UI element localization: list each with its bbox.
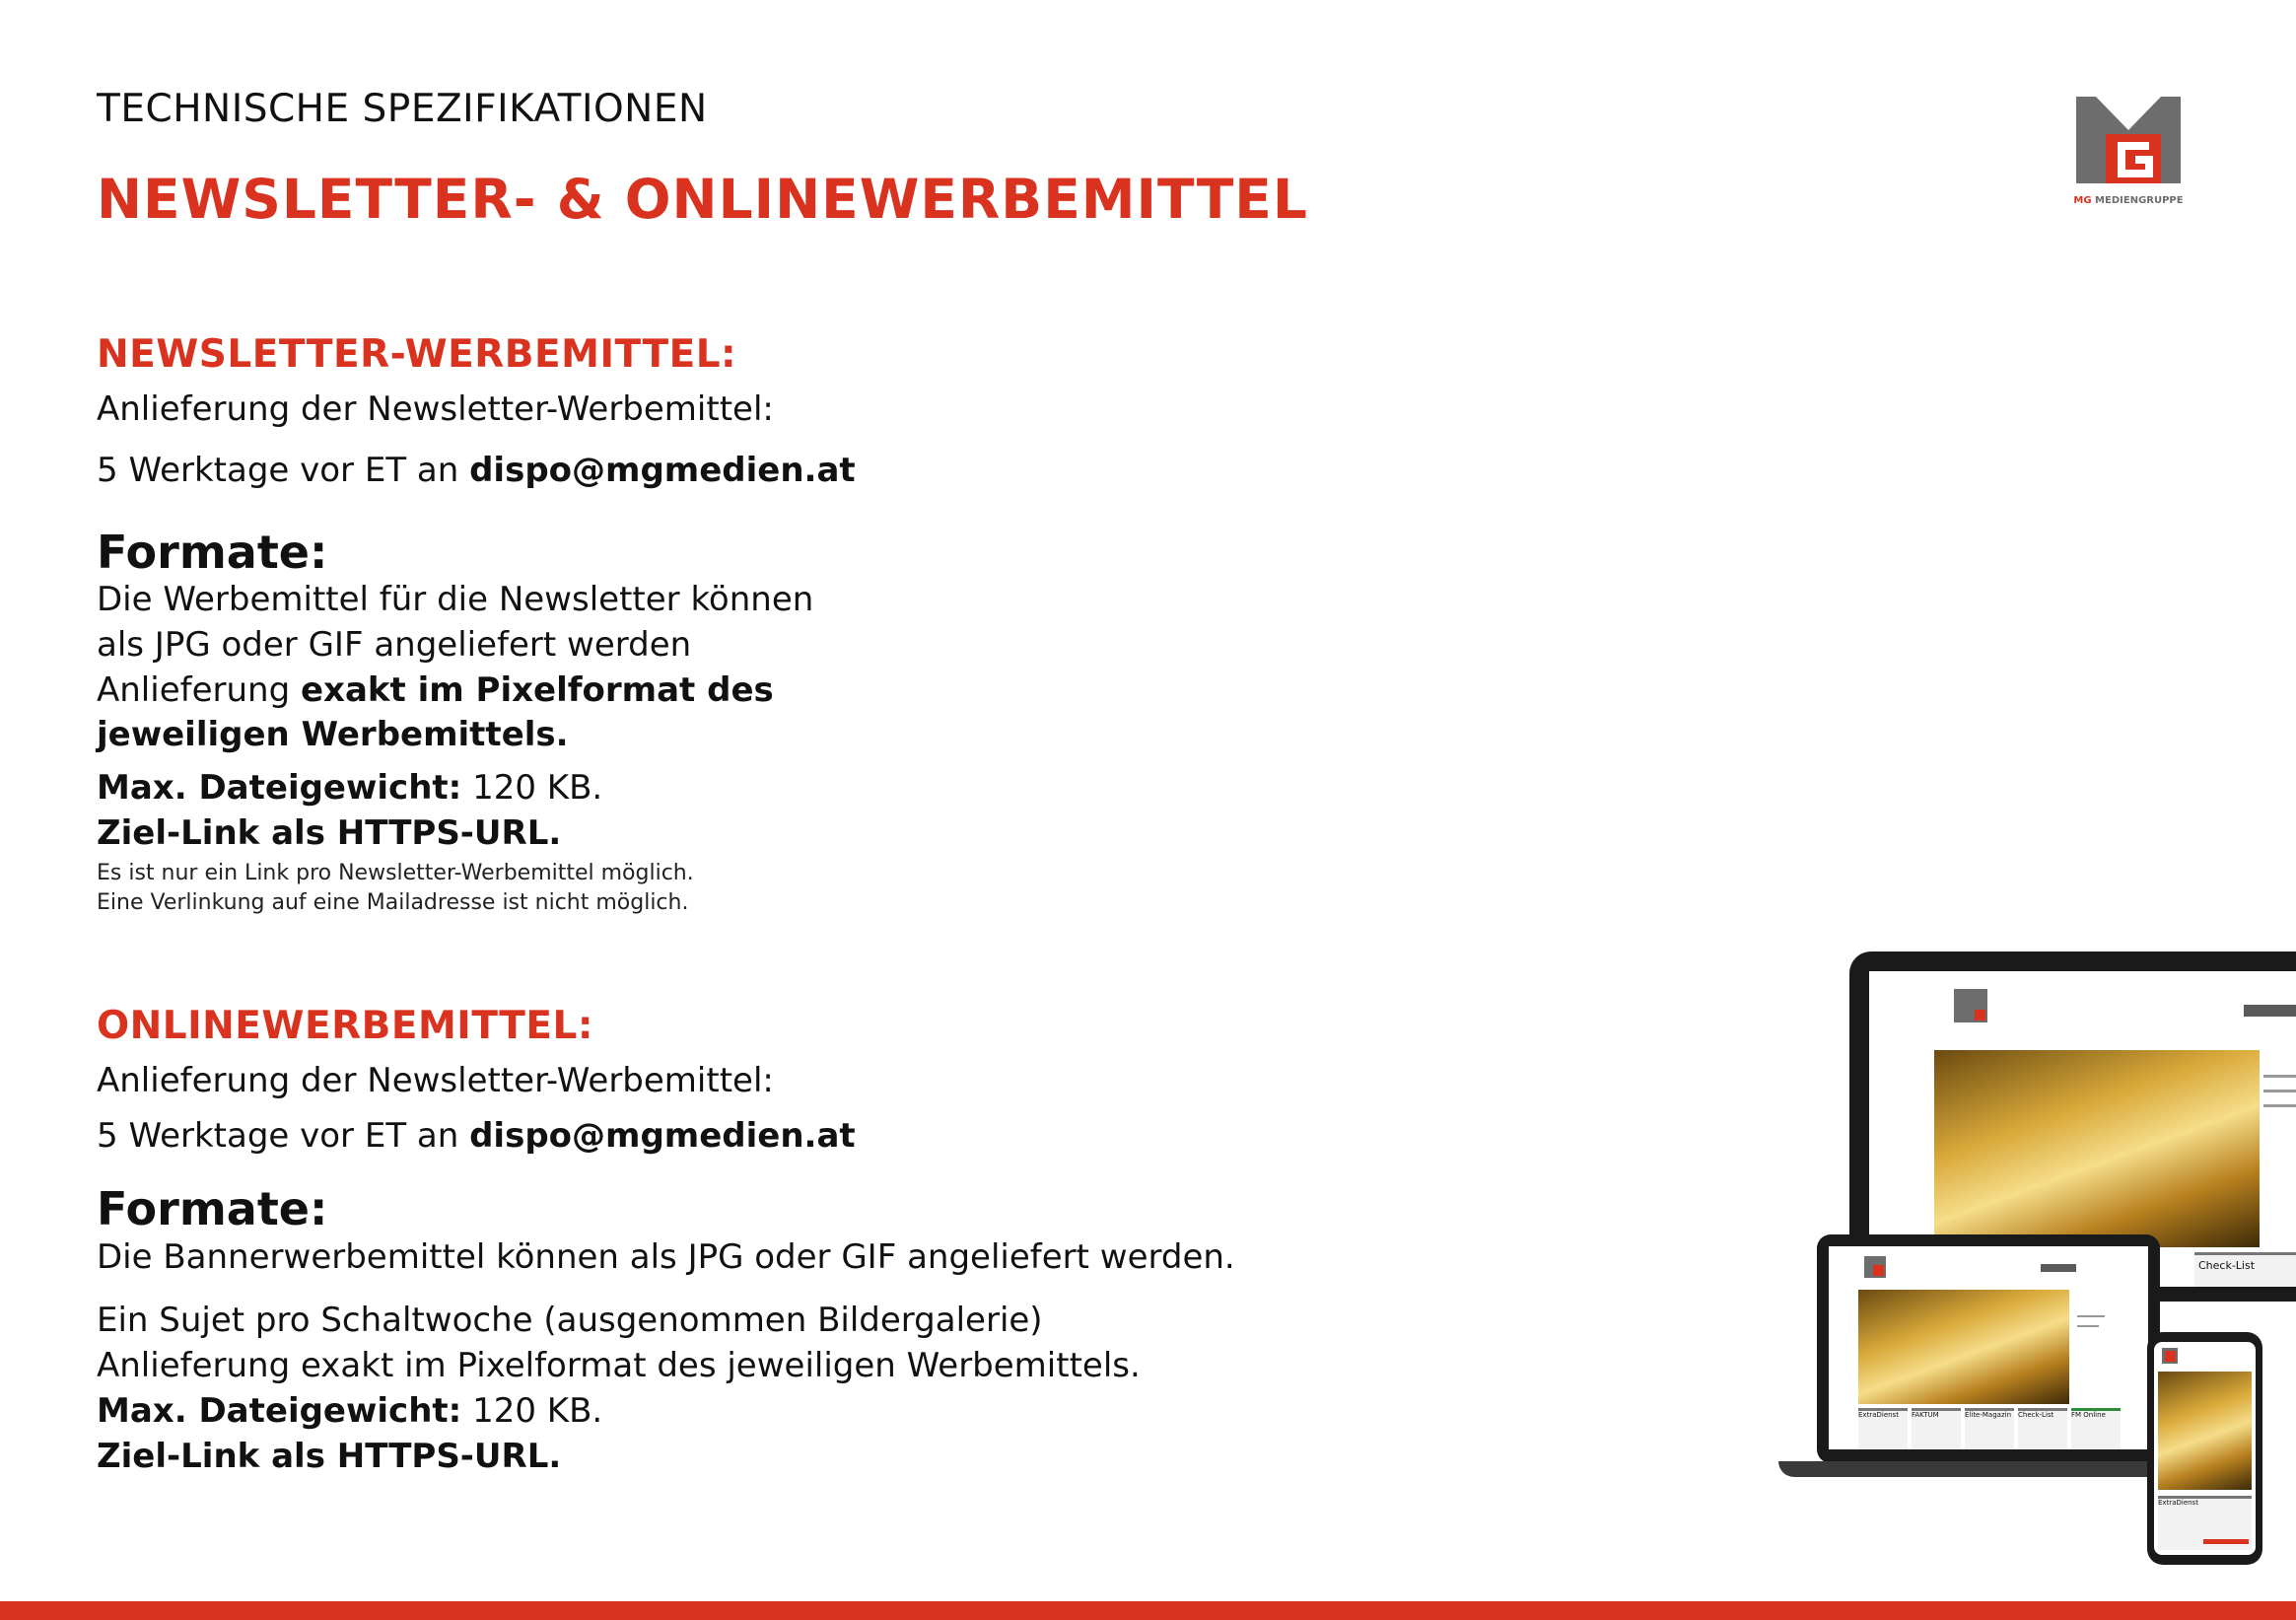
online-formats-heading: Formate: (97, 1182, 328, 1235)
newsletter-formats-heading: Formate: (97, 526, 328, 579)
online-line3: Anlieferung exakt im Pixelformat des jeweiligen Werbemittels. (97, 1346, 1141, 1385)
newsletter-email: dispo@mgmedien.at (469, 451, 856, 490)
phone-card: ExtraDienst (2158, 1496, 2252, 1550)
laptop-site-logo-icon (1864, 1256, 1886, 1278)
laptop-hero-image (1858, 1290, 2069, 1404)
newsletter-note2: Eine Verlinkung auf eine Mailadresse ist nicht möglich. (97, 890, 689, 915)
laptop-card: ExtraDienst (1858, 1408, 1908, 1449)
laptop-card: Check-List (2018, 1408, 2067, 1449)
page-title: NEWSLETTER- & ONLINEWERBEMITTEL (97, 168, 1308, 231)
bottom-accent-bar (0, 1601, 2296, 1620)
monitor-side-line (2263, 1075, 2296, 1078)
online-deadline-prefix: 5 Werktage vor ET an (97, 1116, 470, 1156)
online-max-weight-value: 120 KB. (461, 1391, 603, 1431)
online-delivery-line: Anlieferung der Newsletter-Werbemittel: (97, 1061, 774, 1100)
newsletter-delivery-line: Anlieferung der Newsletter-Werbemittel: (97, 389, 774, 429)
laptop-card: Elite-Magazin (1965, 1408, 2014, 1449)
phone-screen (2154, 1342, 2256, 1555)
newsletter-max-weight (97, 765, 602, 810)
laptop-nav-button (2041, 1264, 2076, 1272)
monitor-card: Check-List (2194, 1252, 2296, 1287)
online-max-weight (97, 1388, 602, 1434)
newsletter-formats-line3-prefix: Anlieferung (97, 670, 301, 710)
newsletter-formats-line3 (97, 668, 774, 713)
online-formats-line1: Die Bannerwerbemittel können als JPG oder GIF angeliefert werden. (97, 1237, 1235, 1277)
monitor-site-logo-icon (1954, 989, 1987, 1022)
page-kicker: TECHNISCHE SPEZIFIKATIONEN (97, 87, 708, 131)
monitor-hero-image (1934, 1050, 2260, 1247)
laptop-side-line (2077, 1325, 2099, 1327)
newsletter-formats-line2: als JPG oder GIF angeliefert werden (97, 625, 692, 665)
newsletter-max-weight-label: Max. Dateigewicht: (97, 768, 462, 808)
newsletter-deadline-prefix: 5 Werktage vor ET an (97, 451, 470, 490)
laptop-side-line (2077, 1315, 2105, 1317)
svg-text:MG MEDIENGRUPPE: MG MEDIENGRUPPE (2073, 195, 2184, 206)
online-email: dispo@mgmedien.at (469, 1116, 856, 1156)
phone-cta-button (2203, 1539, 2249, 1544)
newsletter-formats-line1: Die Werbemittel für die Newsletter können (97, 580, 814, 619)
phone-mockup (2147, 1332, 2262, 1565)
newsletter-note1: Es ist nur ein Link pro Newsletter-Werbemittel möglich. (97, 861, 694, 885)
monitor-side-line (2263, 1104, 2296, 1107)
online-section-title: ONLINEWERBEMITTEL: (97, 1004, 594, 1048)
mg-logo-icon (2072, 97, 2185, 209)
online-deadline (97, 1113, 856, 1159)
laptop-base (1778, 1461, 2198, 1477)
newsletter-formats-line3-bold: exakt im Pixelformat des (300, 670, 774, 710)
newsletter-target-link: Ziel-Link als HTTPS-URL. (97, 813, 562, 853)
laptop-card: FAKTUM (1912, 1408, 1961, 1449)
newsletter-max-weight-value: 120 KB. (461, 768, 603, 808)
newsletter-section-title: NEWSLETTER-WERBEMITTEL: (97, 332, 737, 377)
monitor-nav-button (2244, 1005, 2296, 1017)
online-max-weight-label: Max. Dateigewicht: (97, 1391, 462, 1431)
newsletter-formats-line4: jeweiligen Werbemittels. (97, 715, 569, 754)
monitor-side-line (2263, 1090, 2296, 1092)
phone-site-logo-icon (2162, 1348, 2178, 1364)
online-target-link: Ziel-Link als HTTPS-URL. (97, 1437, 562, 1476)
phone-hero-image (2158, 1372, 2252, 1490)
newsletter-deadline (97, 448, 856, 493)
laptop-screen (1829, 1246, 2148, 1449)
laptop-card: FM Online (2071, 1408, 2121, 1449)
online-line2: Ein Sujet pro Schaltwoche (ausgenommen Bildergalerie) (97, 1301, 1043, 1340)
laptop-mockup (1817, 1234, 2160, 1463)
